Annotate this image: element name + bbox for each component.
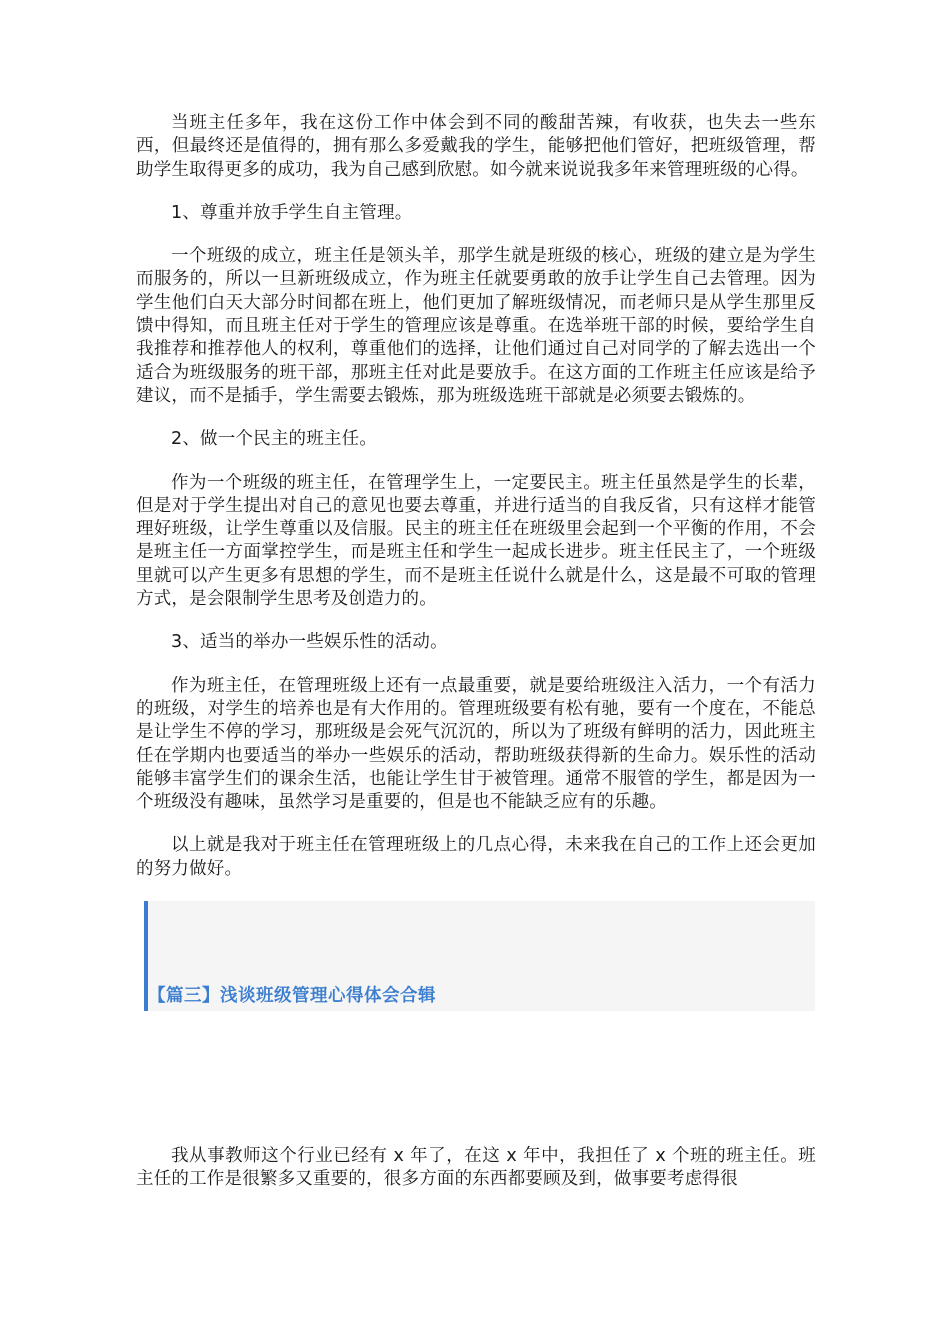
section-heading-box — [144, 901, 815, 1011]
document-body — [136, 112, 816, 1011]
point-2-paragraph: 作为一个班级的班主任，在管理学生上，一定要民主。班主任虽然是学生的长辈，但是对于学生提出对自己的意见也要去尊重，并进行适当的自我反省，只有这样才能管理好班级，让学生尊重以及信服。民主的班主任在班级里会起到一个平衡的作用，不会是班主任一方面掌控学生，而是班主任和学生一起成长进步。班主任民主了，一个班级里就可以产生更多有思想的学生，而不是班主任说什么就是什么，这是最不可取的管理方式，是会限制学生思考及创造力的。 — [136, 472, 816, 610]
point-3-paragraph: 作为班主任，在管理班级上还有一点最重要，就是要给班级注入活力，一个有活力的班级，对学生的培养也是有大作用的。管理班级要有松有驰，要有一个度在，不能总是让学生不停的学习，那班级是会死气沉沉的，所以为了班级有鲜明的活力，因此班主任在学期内也要适当的举办一些娱乐的活动，帮助班级获得新的生命力。娱乐性的活动能够丰富学生们的课余生活，也能让学生甘于被管理。通常不服管的学生，都是因为一个班级没有趣味，虽然学习是重要的，但是也不能缺乏应有的乐趣。 — [136, 675, 816, 813]
section-three-paragraph: 我从事教师这个行业已经有 x 年了，在这 x 年中，我担任了 x 个班的班主任。班主任的工作是很繁多又重要的，很多方面的东西都要顾及到，做事要考虑得很 — [136, 1146, 816, 1190]
section-heading: 【篇三】浅谈班级管理心得体会合辑 — [148, 986, 436, 1007]
point-2-heading: 2、做一个民主的班主任。 — [171, 429, 378, 450]
point-1-paragraph: 一个班级的成立，班主任是领头羊，那学生就是班级的核心，班级的建立是为学生而服务的，所以一旦新班级成立，作为班主任就要勇敢的放手让学生自己去管理。因为学生他们白天大部分时间都在班上，他们更加了解班级情况，而老师只是从学生那里反馈中得知，而且班主任对于学生的管理应该是尊重。在选举班干部的时候，要给学生自我推荐和推荐他人的权利，尊重他们的选择，让他们通过自己对同学的了解去选出一个适合为班级服务的班干部，那班主任对此是要放手。在这方面的工作班主任应该是给予建议，而不是插手，学生需要去锻炼，那为班级选班干部就是必须要去锻炼的。 — [136, 246, 816, 406]
point-1-heading: 1、尊重并放手学生自主管理。 — [171, 202, 413, 223]
point-3-heading: 3、适当的举办一些娱乐性的活动。 — [171, 632, 448, 653]
section-three-body — [136, 1145, 816, 1212]
conclusion-paragraph: 以上就是我对于班主任在管理班级上的几点心得，未来我在自己的工作上还会更加的努力做好。 — [136, 835, 816, 879]
intro-paragraph: 当班主任多年，我在这份工作中体会到不同的酸甜苦辣，有收获，也失去一些东西，但最终还是值得的，拥有那么多爱戴我的学生，能够把他们管好，把班级管理，帮助学生取得更多的成功，我为自己感到欣慰。如今就来说说我多年来管理班级的心得。 — [136, 113, 816, 180]
